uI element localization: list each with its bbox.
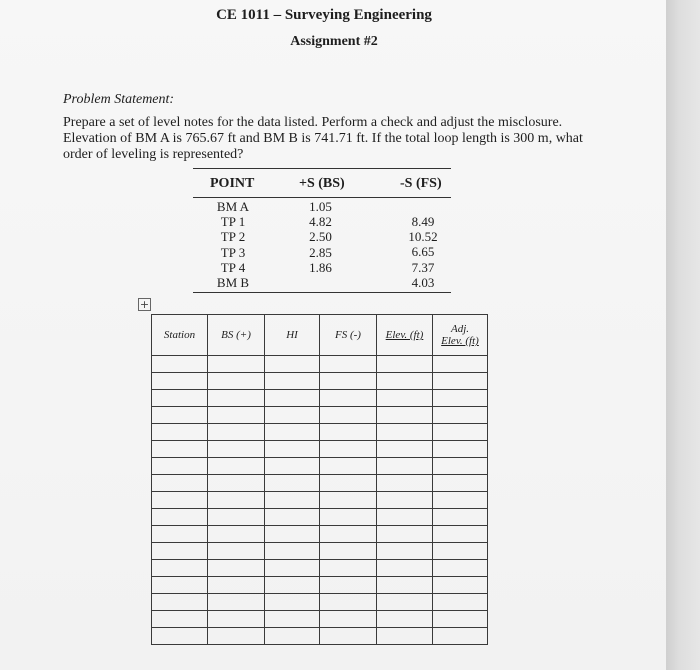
grid-cell[interactable] <box>265 560 320 577</box>
grid-row <box>152 458 488 475</box>
grid-cell[interactable] <box>265 441 320 458</box>
grid-cell[interactable] <box>377 441 433 458</box>
grid-cell[interactable] <box>152 543 208 560</box>
level-notes-grid <box>151 314 488 645</box>
grid-cell[interactable] <box>265 407 320 424</box>
grid-cell[interactable] <box>152 458 208 475</box>
grid-cell[interactable] <box>152 560 208 577</box>
grid-header-fs: FS (-) <box>320 315 377 356</box>
grid-cell[interactable] <box>208 356 265 373</box>
cell-point: BM B <box>216 275 250 291</box>
course-title: CE 1011 – Surveying Engineering <box>216 7 432 23</box>
grid-cell[interactable] <box>265 543 320 560</box>
grid-cell[interactable] <box>377 577 433 594</box>
grid-cell[interactable] <box>265 577 320 594</box>
grid-cell[interactable] <box>377 356 433 373</box>
grid-cell[interactable] <box>377 509 433 526</box>
grid-cell[interactable] <box>265 390 320 407</box>
grid-cell[interactable] <box>377 407 433 424</box>
grid-row <box>152 577 488 594</box>
cell-bs: 1.86 <box>309 259 332 275</box>
table-rule-bottom <box>193 292 451 293</box>
grid-row <box>152 424 488 441</box>
grid-cell[interactable] <box>208 424 265 441</box>
grid-cell[interactable] <box>152 611 208 628</box>
grid-row <box>152 628 488 645</box>
grid-cell[interactable] <box>320 628 377 645</box>
grid-cell[interactable] <box>152 509 208 526</box>
grid-cell[interactable] <box>320 441 377 458</box>
cell-fs: 6.65 <box>411 244 435 260</box>
grid-cell[interactable] <box>433 611 488 628</box>
grid-row <box>152 560 488 577</box>
grid-cell[interactable] <box>433 577 488 594</box>
grid-row <box>152 611 488 628</box>
grid-row <box>152 594 488 611</box>
grid-cell[interactable] <box>265 611 320 628</box>
grid-cell[interactable] <box>320 475 377 492</box>
grid-cell[interactable] <box>377 424 433 441</box>
grid-row <box>152 526 488 543</box>
grid-cell[interactable] <box>433 543 488 560</box>
table-rule-mid <box>193 197 451 198</box>
grid-cell[interactable] <box>377 594 433 611</box>
grid-cell[interactable] <box>152 594 208 611</box>
grid-cell[interactable] <box>433 373 488 390</box>
grid-cell[interactable] <box>208 475 265 492</box>
grid-cell[interactable] <box>433 628 488 645</box>
header-bs: +S (BS) <box>299 176 345 191</box>
grid-cell[interactable] <box>265 628 320 645</box>
grid-cell[interactable] <box>320 356 377 373</box>
grid-cell[interactable] <box>152 628 208 645</box>
grid-cell[interactable] <box>377 628 433 645</box>
grid-cell[interactable] <box>377 611 433 628</box>
grid-header-adj-elev <box>433 315 488 356</box>
grid-cell[interactable] <box>208 560 265 577</box>
grid-cell[interactable] <box>265 509 320 526</box>
cell-bs: 1.05 <box>309 199 332 214</box>
grid-header-station: Station <box>152 315 208 356</box>
grid-cell[interactable] <box>265 492 320 509</box>
cell-fs: 10.52 <box>408 229 438 245</box>
problem-label: Problem Statement: <box>63 92 175 107</box>
grid-cell[interactable] <box>377 458 433 475</box>
grid-header-adj-elev-unit: Elev. (ft) <box>441 335 479 347</box>
grid-cell[interactable] <box>152 356 208 373</box>
grid-cell[interactable] <box>433 407 488 424</box>
grid-cell[interactable] <box>208 594 265 611</box>
grid-cell[interactable] <box>208 543 265 560</box>
grid-cell[interactable] <box>433 475 488 492</box>
grid-cell[interactable] <box>433 441 488 458</box>
grid-cell[interactable] <box>152 373 208 390</box>
grid-cell[interactable] <box>152 407 208 424</box>
grid-body <box>152 356 488 645</box>
grid-cell[interactable] <box>208 458 265 475</box>
grid-header-hi: HI <box>265 315 320 356</box>
grid-cell[interactable] <box>208 509 265 526</box>
grid-cell[interactable] <box>152 577 208 594</box>
grid-cell[interactable] <box>320 577 377 594</box>
grid-cell[interactable] <box>152 492 208 509</box>
grid-cell[interactable] <box>320 560 377 577</box>
grid-cell[interactable] <box>152 475 208 492</box>
grid-cell[interactable] <box>208 628 265 645</box>
grid-cell[interactable] <box>433 492 488 509</box>
cell-point: BM A <box>216 199 250 214</box>
grid-cell[interactable] <box>320 390 377 407</box>
grid-cell[interactable] <box>433 458 488 475</box>
grid-cell[interactable] <box>320 373 377 390</box>
grid-cell[interactable] <box>265 475 320 492</box>
grid-cell[interactable] <box>320 492 377 509</box>
grid-cell[interactable] <box>320 611 377 628</box>
grid-row <box>152 509 488 526</box>
cell-point: TP 1 <box>220 214 246 230</box>
grid-cell[interactable] <box>433 424 488 441</box>
grid-cell[interactable] <box>265 526 320 543</box>
grid-row <box>152 390 488 407</box>
grid-cell[interactable] <box>433 594 488 611</box>
grid-cell[interactable] <box>265 373 320 390</box>
grid-cell[interactable] <box>320 424 377 441</box>
grid-cell[interactable] <box>320 526 377 543</box>
problem-text: Prepare a set of level notes for the data listed. Perform a check and adjust the misclosure. Elevation of BM A is 765.67 ft and BM B is 741.71 ft. If the total loop length is 300 m, what order of leveling is represented? <box>63 115 583 162</box>
bs-column <box>293 199 348 275</box>
grid-cell[interactable] <box>265 356 320 373</box>
cell-bs: 2.50 <box>309 229 332 245</box>
grid-row <box>152 407 488 424</box>
point-column <box>203 199 263 290</box>
grid-cell[interactable] <box>208 611 265 628</box>
grid-cell[interactable] <box>320 543 377 560</box>
cell-bs: 2.85 <box>309 244 332 260</box>
grid-cell[interactable] <box>208 441 265 458</box>
grid-cell[interactable] <box>377 492 433 509</box>
cell-fs: 4.03 <box>411 274 435 290</box>
grid-cell[interactable] <box>208 390 265 407</box>
grid-cell[interactable] <box>377 560 433 577</box>
grid-cell[interactable] <box>208 526 265 543</box>
page-edge-shadow <box>666 0 700 670</box>
header-fs: -S (FS) <box>400 176 442 191</box>
grid-row <box>152 373 488 390</box>
grid-cell[interactable] <box>433 509 488 526</box>
grid-header-elev: Elev. (ft) <box>377 315 433 356</box>
grid-cell[interactable] <box>377 390 433 407</box>
grid-header-bs: BS (+) <box>208 315 265 356</box>
grid-cell[interactable] <box>320 458 377 475</box>
grid-header-adj: Adj. <box>450 323 470 335</box>
grid-cell[interactable] <box>208 492 265 509</box>
grid-cell[interactable] <box>377 475 433 492</box>
grid-cell[interactable] <box>320 594 377 611</box>
table-rule-top <box>193 168 451 169</box>
cell-point: TP 4 <box>220 259 246 275</box>
cell-point: TP 3 <box>220 244 246 260</box>
grid-cell[interactable] <box>377 543 433 560</box>
grid-cell[interactable] <box>433 390 488 407</box>
grid-cell[interactable] <box>265 594 320 611</box>
grid-cell[interactable] <box>152 424 208 441</box>
grid-row <box>152 475 488 492</box>
cell-bs: 4.82 <box>309 214 332 230</box>
grid-cell[interactable] <box>433 526 488 543</box>
grid-cell[interactable] <box>208 577 265 594</box>
grid-cell[interactable] <box>152 390 208 407</box>
grid-cell[interactable] <box>152 526 208 543</box>
grid-row <box>152 441 488 458</box>
cell-point: TP 2 <box>220 229 246 245</box>
grid-cell[interactable] <box>320 407 377 424</box>
cell-fs: 8.49 <box>411 214 435 229</box>
grid-cell[interactable] <box>265 458 320 475</box>
grid-cell[interactable] <box>433 560 488 577</box>
grid-row <box>152 543 488 560</box>
grid-cell[interactable] <box>208 373 265 390</box>
header-point: POINT <box>210 176 255 191</box>
grid-cell[interactable] <box>433 356 488 373</box>
grid-cell[interactable] <box>377 373 433 390</box>
grid-cell[interactable] <box>265 424 320 441</box>
fs-column <box>393 214 453 290</box>
assignment-title: Assignment #2 <box>290 34 378 49</box>
grid-row <box>152 356 488 373</box>
grid-cell[interactable] <box>208 407 265 424</box>
grid-cell[interactable] <box>377 526 433 543</box>
grid-row <box>152 492 488 509</box>
grid-cell[interactable] <box>320 509 377 526</box>
grid-cell[interactable] <box>152 441 208 458</box>
cell-fs: 7.37 <box>411 259 435 275</box>
table-move-handle-icon[interactable]: + <box>139 298 150 311</box>
